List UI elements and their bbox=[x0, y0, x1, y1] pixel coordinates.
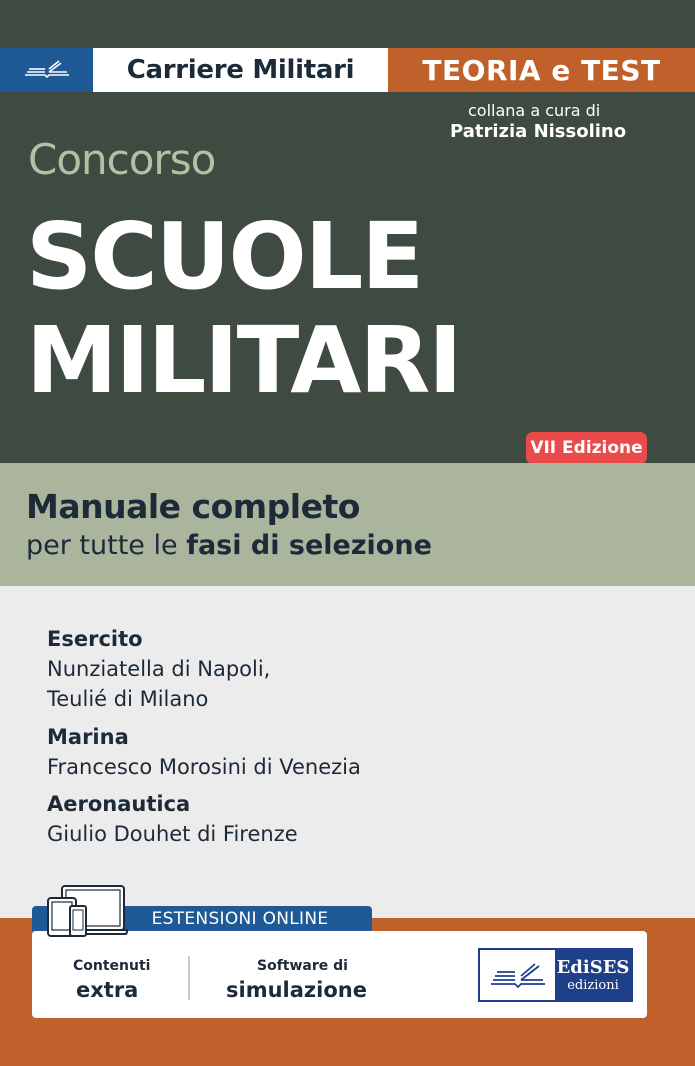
simulation-label: Software di bbox=[257, 958, 348, 974]
series-bar bbox=[0, 48, 695, 92]
subtitle-line-2 bbox=[26, 530, 432, 561]
extensions-divider bbox=[188, 956, 190, 1000]
series-type: TEORIA e TEST bbox=[422, 53, 661, 87]
branch-marina: Marina bbox=[47, 725, 129, 749]
subtitle-bold: fasi di selezione bbox=[186, 530, 432, 561]
school-item: Nunziatella di Napoli, bbox=[47, 657, 271, 681]
school-item: Teulié di Milano bbox=[47, 687, 209, 711]
subtitle-line-1: Manuale completo bbox=[26, 487, 360, 526]
publisher-sub: edizioni bbox=[567, 977, 619, 993]
publisher-book-icon bbox=[487, 958, 549, 992]
series-type-box bbox=[388, 48, 695, 92]
devices-icon bbox=[44, 884, 128, 938]
title-line-2: MILITARI bbox=[26, 307, 461, 414]
extensions-label: ESTENSIONI ONLINE bbox=[151, 908, 329, 929]
series-logo bbox=[0, 48, 93, 92]
publisher-logo-text bbox=[555, 950, 631, 1000]
extra-content-label: Contenuti bbox=[73, 958, 151, 974]
curator-name: Patrizia Nissolino bbox=[450, 121, 627, 142]
series-name: Carriere Militari bbox=[126, 55, 355, 85]
subtitle-plain: per tutte le bbox=[26, 530, 187, 561]
curator-label: collana a cura di bbox=[468, 101, 601, 120]
book-icon bbox=[21, 57, 73, 83]
school-item: Francesco Morosini di Venezia bbox=[47, 755, 361, 779]
branch-esercito: Esercito bbox=[47, 627, 143, 651]
series-name-box bbox=[93, 48, 388, 92]
edition-badge: VII Edizione bbox=[526, 432, 647, 464]
main-title bbox=[26, 205, 461, 413]
publisher-name: EdiSES bbox=[556, 956, 630, 978]
pretitle: Concorso bbox=[28, 135, 216, 184]
publisher-logo bbox=[478, 948, 633, 1002]
extra-content-value: extra bbox=[76, 978, 139, 1002]
publisher-logo-book bbox=[480, 950, 555, 1000]
title-line-1: SCUOLE bbox=[26, 203, 423, 310]
simulation-value: simulazione bbox=[226, 978, 367, 1002]
school-item: Giulio Douhet di Firenze bbox=[47, 822, 298, 846]
branch-aeronautica: Aeronautica bbox=[47, 792, 191, 816]
